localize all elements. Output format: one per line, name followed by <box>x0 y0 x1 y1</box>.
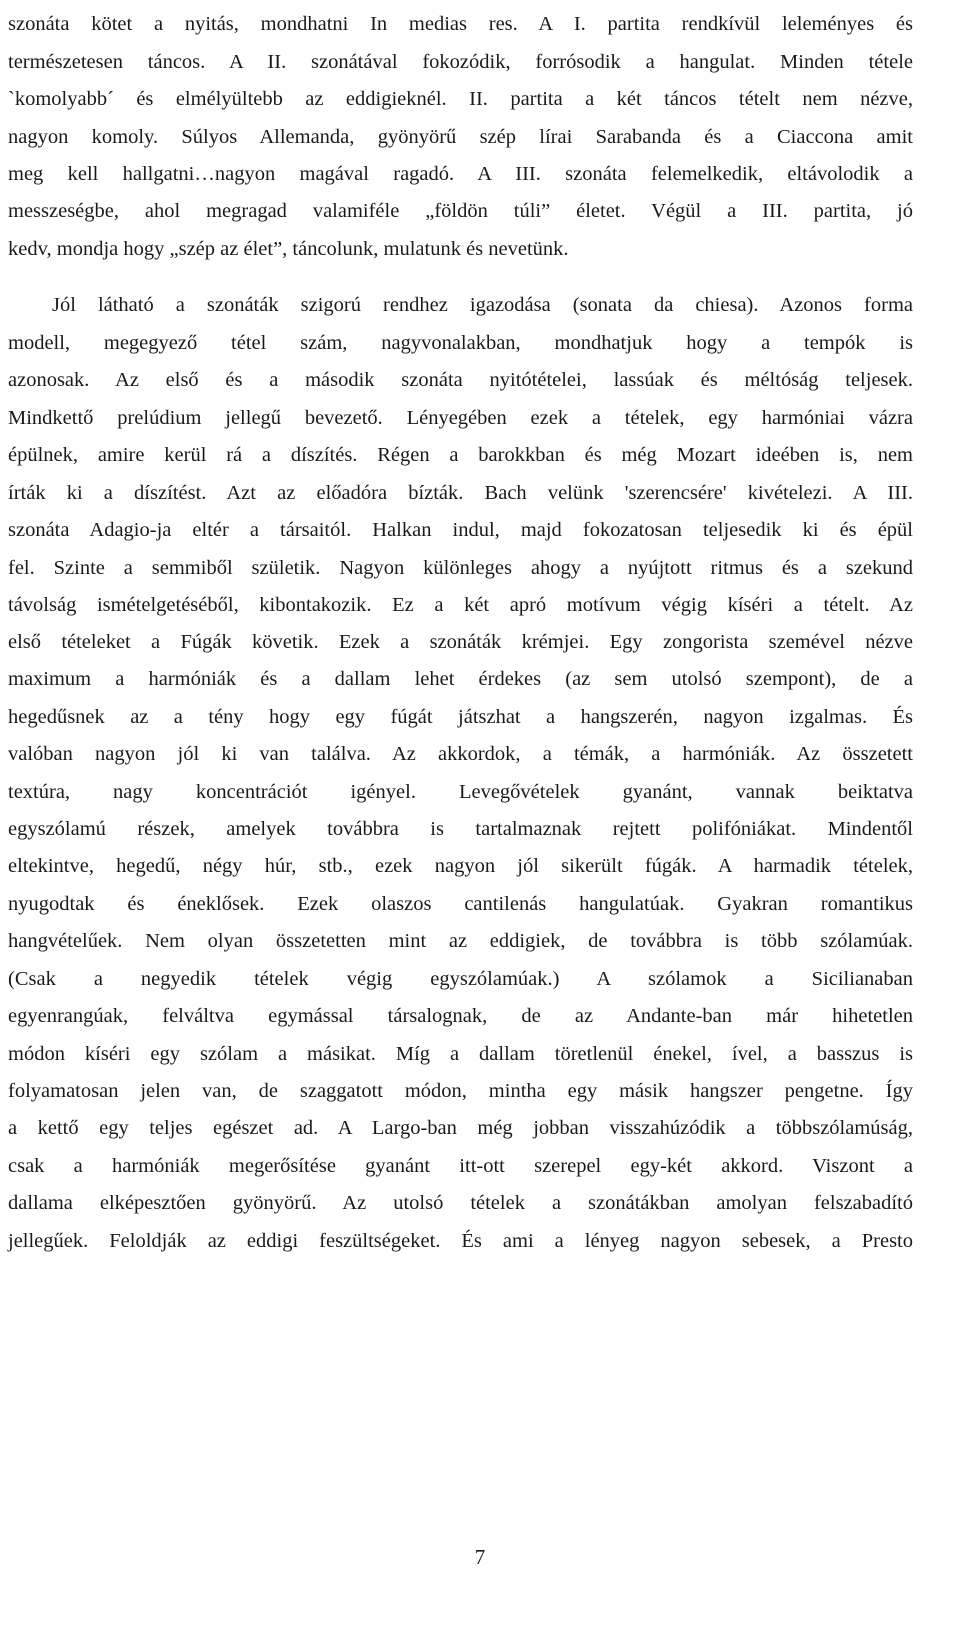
text-line: fel. Szinte a semmiből születik. Nagyon különleges ahogy a nyújtott ritmus és a szekund <box>8 557 913 579</box>
text-line: dallama elképesztően gyönyörű. Az utolsó tételek a szonátákban amolyan felszabadító <box>8 1192 913 1214</box>
text-line: nagyon komoly. Súlyos Allemanda, gyönyörű szép lírai Sarabanda és a Ciaccona amit <box>8 126 913 148</box>
text-line: hangvételűek. Nem olyan összetetten mint az eddigiek, de továbbra is több szólamúak. <box>8 930 913 952</box>
text-line: szonáta kötet a nyitás, mondhatni In medias res. A I. partita rendkívül leleményes és <box>8 13 913 35</box>
text-line: Mindkettő prelúdium jellegű bevezető. Lényegében ezek a tételek, egy harmóniai vázra <box>8 407 913 429</box>
text-line: nyugodtak és éneklősek. Ezek olaszos cantilenás hangulatúak. Gyakran romantikus <box>8 893 913 915</box>
text-line: csak a harmóniák megerősítése gyanánt itt-ott szerepel egy-két akkord. Viszont a <box>8 1155 913 1177</box>
text-line: messzeségbe, ahol megragad valamiféle „földön túli” életet. Végül a III. partita, jó <box>8 200 913 222</box>
text-line: írták ki a díszítést. Azt az előadóra bízták. Bach velünk 'szerencsére' kivételezi. A III. <box>8 482 913 504</box>
text-line: textúra, nagy koncentrációt igényel. Levegővételek gyanánt, vannak beiktatva <box>8 781 913 803</box>
text-line: eltekintve, hegedű, négy húr, stb., ezek nagyon jól sikerült fúgák. A harmadik tételek, <box>8 855 913 877</box>
text-line: jellegűek. Feloldják az eddigi feszültségeket. És ami a lényeg nagyon sebesek, a Presto <box>8 1230 913 1252</box>
text-line: távolság ismételgetéséből, kibontakozik. Ez a két apró motívum végig kíséri a tételt. Az <box>8 594 913 616</box>
text-line: kedv, mondja hogy „szép az élet”, táncolunk, mulatunk és nevetünk. <box>8 238 569 260</box>
text-line: egyszólamú részek, amelyek továbbra is tartalmaznak rejtett polifóniákat. Mindentől <box>8 818 913 840</box>
text-line: Jól látható a szonáták szigorú rendhez igazodása (sonata da chiesa). Azonos forma <box>52 294 913 316</box>
text-line: természetesen táncos. A II. szonátával fokozódik, forrósodik a hangulat. Minden tétele <box>8 51 913 73</box>
text-line: első tételeket a Fúgák követik. Ezek a szonáták krémjei. Egy zongorista szemével nézve <box>8 631 913 653</box>
text-line: modell, megegyező tétel szám, nagyvonalakban, mondhatjuk hogy a tempók is <box>8 332 913 354</box>
text-line: szonáta Adagio-ja eltér a társaitól. Halkan indul, majd fokozatosan teljesedik ki és épül <box>8 519 913 541</box>
text-line: egyenrangúak, felváltva egymással társalognak, de az Andante-ban már hihetetlen <box>8 1005 913 1027</box>
text-line: hegedűsnek az a tény hogy egy fúgát játszhat a hangszerén, nagyon izgalmas. És <box>8 706 913 728</box>
text-line: módon kíséri egy szólam a másikat. Míg a dallam töretlenül énekel, ível, a basszus is <box>8 1043 913 1065</box>
text-line: a kettő egy teljes egészet ad. A Largo-ban még jobban visszahúzódik a többszólamúság, <box>8 1117 913 1139</box>
text-line: azonosak. Az első és a második szonáta nyitótételei, lassúak és méltóság teljesek. <box>8 369 913 391</box>
text-line: maximum a harmóniák és a dallam lehet érdekes (az sem utolsó szempont), de a <box>8 668 913 690</box>
page-number: 7 <box>474 1545 486 1569</box>
text-line: meg kell hallgatni…nagyon magával ragadó. A III. szonáta felemelkedik, eltávolodik a <box>8 163 913 185</box>
text-line: `komolyabb´ és elmélyültebb az eddigieknél. II. partita a két táncos tételt nem nézve, <box>8 88 913 110</box>
text-line: valóban nagyon jól ki van találva. Az akkordok, a témák, a harmóniák. Az összetett <box>8 743 913 765</box>
text-line: (Csak a negyedik tételek végig egyszólamúak.) A szólamok a Sicilianaban <box>8 968 913 990</box>
text-line: épülnek, amire kerül rá a díszítés. Régen a barokkban és még Mozart ideében is, nem <box>8 444 913 466</box>
text-line: folyamatosan jelen van, de szaggatott módon, mintha egy másik hangszer pengetne. Így <box>8 1080 913 1102</box>
